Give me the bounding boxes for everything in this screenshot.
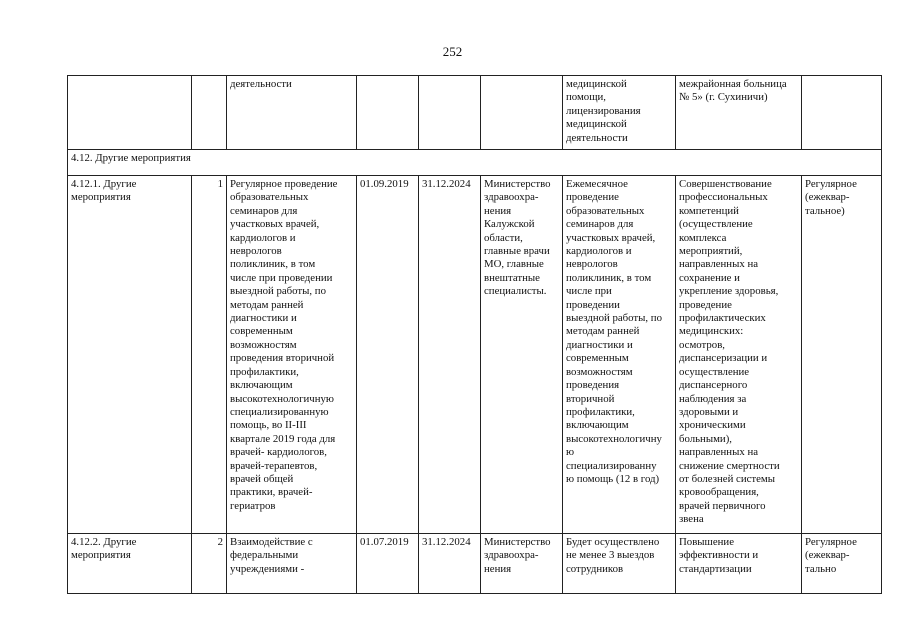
row-code bbox=[68, 176, 192, 534]
row-periodicity-text: Регулярное (ежеквар- тально bbox=[805, 536, 857, 575]
page-number: 252 bbox=[442, 44, 463, 59]
row-responsible-text: Министерство здравоохра- нения bbox=[484, 536, 551, 575]
table-row bbox=[68, 534, 882, 594]
row-end-date: 31.12.2024 bbox=[419, 176, 481, 534]
section-heading-row bbox=[68, 150, 882, 176]
measures-table bbox=[67, 75, 882, 594]
cont-cell-result bbox=[563, 76, 676, 150]
row-description-text: Регулярное проведение образовательных семинаров для участковых врачей, кардиологов и неврологов поликлиник, в том числе при проведении выездной работы, по методам ранней диагностики и современным возможностям проведения вторичной профилактики, включающим высокотехнологичную специализированную помощь, во II-III квартале 2019 года для врачей- кардиологов, врачей-терапевтов, врачей общей практики, врачей- гериатров bbox=[230, 178, 338, 512]
cont-cell-num bbox=[192, 76, 227, 150]
cont-cell-periodicity bbox=[802, 76, 882, 150]
cont-cell-description bbox=[227, 76, 357, 150]
row-periodicity-text: Регулярное (ежеквар- тальное) bbox=[805, 178, 857, 217]
row-start-date: 01.07.2019 bbox=[357, 534, 419, 594]
row-description bbox=[227, 534, 357, 594]
row-num: 1 bbox=[192, 176, 227, 534]
row-periodicity bbox=[802, 534, 882, 594]
table-row bbox=[68, 176, 882, 534]
cont-description-text: деятельности bbox=[230, 78, 292, 90]
row-goal bbox=[676, 176, 802, 534]
cont-cell-goal bbox=[676, 76, 802, 150]
row-description-text: Взаимодействие с федеральными учреждениями - bbox=[230, 536, 313, 575]
row-goal-text: Совершенствование профессиональных компетенций (осуществление комплекса мероприятий, направленных на сохранение и укрепление здоровья, проведение профилактических медицинских: осмотров, диспансеризации и осуществление диспансерного наблюдения за здоровыми и хроническими больными), направленных на снижение смертности от болезней системы кровообращения, врачей первичного звена bbox=[679, 178, 780, 526]
row-code-text: 4.12.1. Другие мероприятия bbox=[71, 178, 137, 204]
cont-goal-text: межрайонная больница № 5» (г. Сухиничи) bbox=[679, 78, 787, 104]
row-result bbox=[563, 176, 676, 534]
row-responsible bbox=[481, 176, 563, 534]
row-num: 2 bbox=[192, 534, 227, 594]
cont-cell-responsible bbox=[481, 76, 563, 150]
row-code bbox=[68, 534, 192, 594]
row-code-text: 4.12.2. Другие мероприятия bbox=[71, 536, 137, 562]
row-goal-text: Повышение эффективности и стандартизации bbox=[679, 536, 759, 575]
row-start-date: 01.09.2019 bbox=[357, 176, 419, 534]
row-result-text: Будет осуществлено не менее 3 выездов сотрудников bbox=[566, 536, 660, 575]
cont-cell-end bbox=[419, 76, 481, 150]
cont-result-text: медицинской помощи, лицензирования медицинской деятельности bbox=[566, 78, 641, 144]
row-result-text: Ежемесячное проведение образовательных семинаров для участковых врачей, кардиологов и неврологов поликлиник, в том числе при проведении выездной работы, по методам ранней диагностики и современным возможностям проведения вторичной профилактики, включающим высокотехнологичну ю специализированну ю помощь (12 в год) bbox=[566, 178, 662, 485]
section-heading: 4.12. Другие мероприятия bbox=[68, 150, 882, 176]
row-end-date: 31.12.2024 bbox=[419, 534, 481, 594]
cont-cell-code bbox=[68, 76, 192, 150]
continuation-row bbox=[68, 76, 882, 150]
row-responsible bbox=[481, 534, 563, 594]
row-goal bbox=[676, 534, 802, 594]
row-responsible-text: Министерство здравоохра- нения Калужской области, главные врачи МО, главные внештатные специалисты. bbox=[484, 178, 551, 298]
row-result bbox=[563, 534, 676, 594]
row-periodicity bbox=[802, 176, 882, 534]
cont-cell-start bbox=[357, 76, 419, 150]
row-description bbox=[227, 176, 357, 534]
